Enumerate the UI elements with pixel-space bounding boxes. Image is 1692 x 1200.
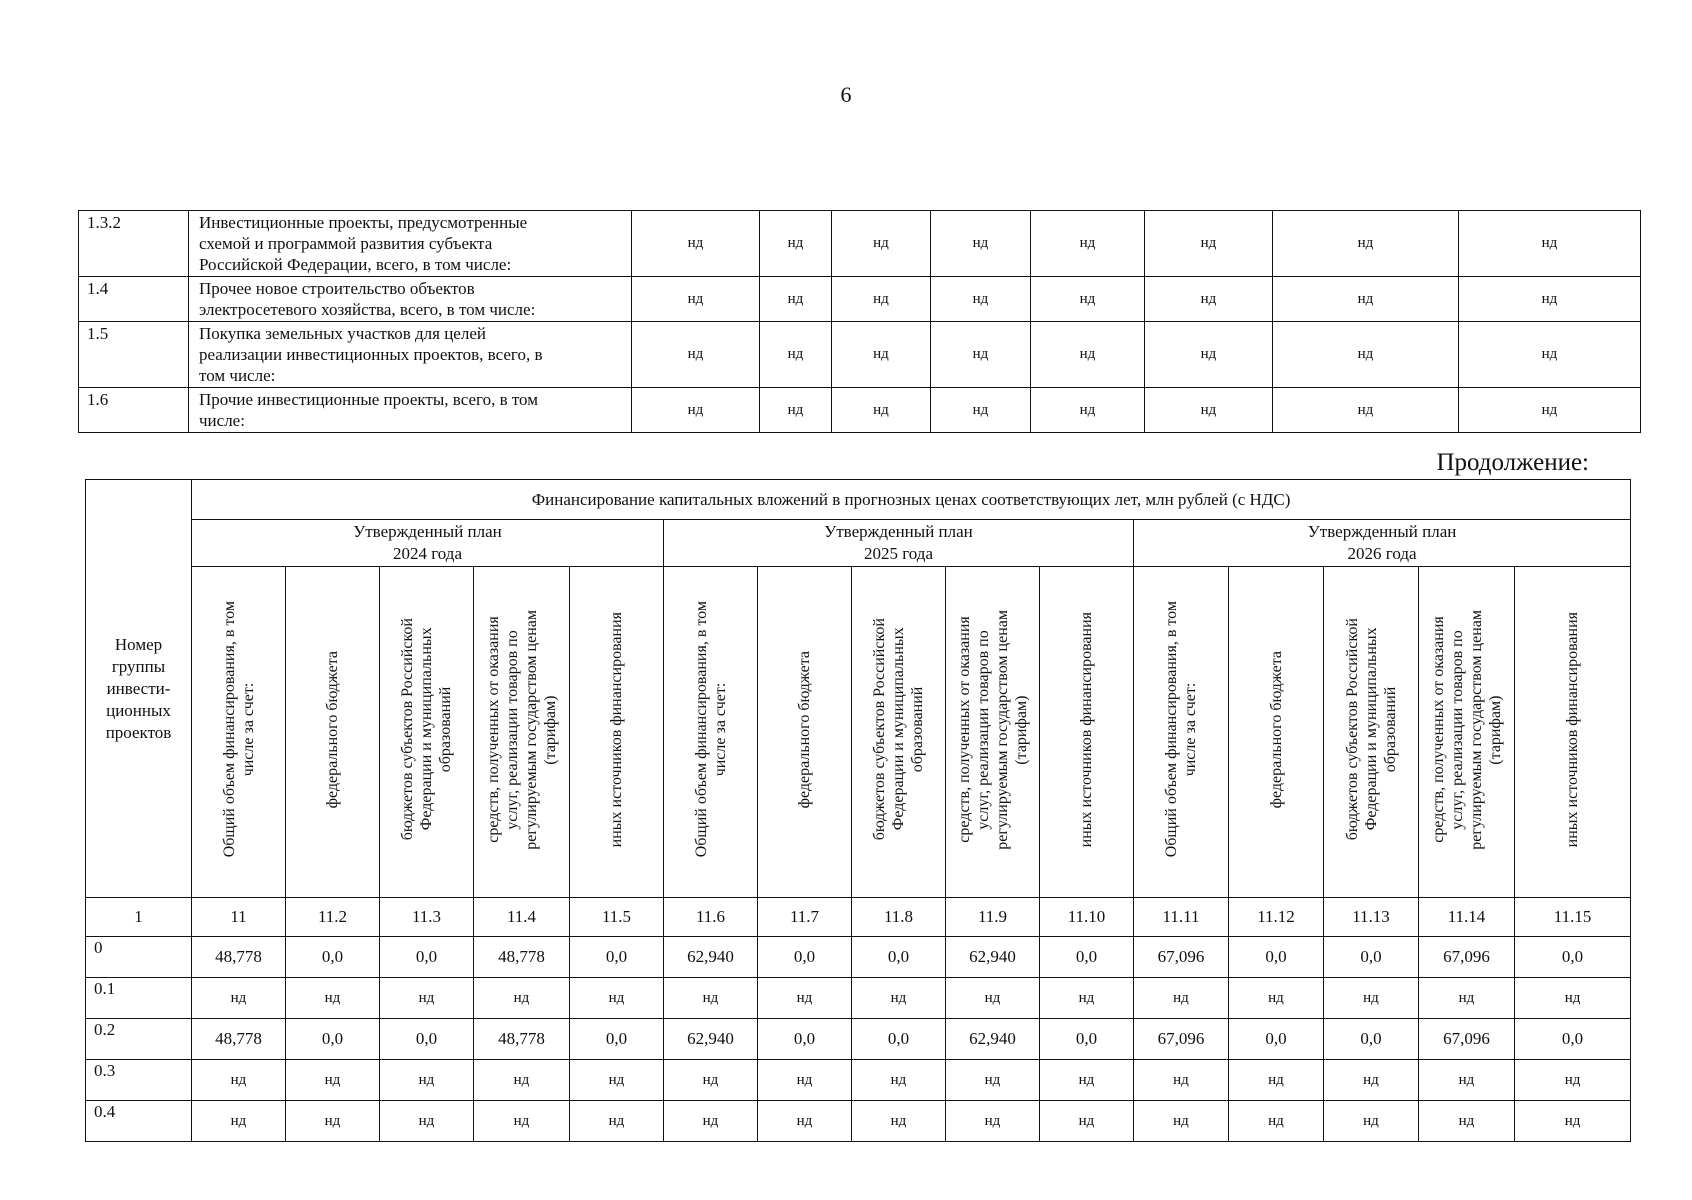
- row-name-line: Покупка земельных участков для целей: [199, 324, 486, 343]
- top-table-row: [79, 211, 1641, 277]
- cell-value: нд: [1324, 1060, 1419, 1101]
- column-number: 11.10: [1040, 898, 1134, 937]
- sub-header-text: [398, 618, 455, 840]
- group-code: 0.1: [86, 978, 192, 1019]
- top-table-row: [79, 322, 1641, 388]
- sub-header-line: образований: [1381, 686, 1399, 773]
- sub-header-text: [692, 601, 730, 857]
- cell-value: нд: [758, 1101, 852, 1142]
- sub-header-line: средств, полученных от оказания: [955, 616, 973, 843]
- sub-header: [570, 567, 664, 898]
- corner-header-line: группы: [111, 656, 166, 676]
- column-number: 11.15: [1515, 898, 1631, 937]
- sub-header: [1324, 567, 1419, 898]
- corner-header-line: Номер: [114, 634, 163, 654]
- sub-header-line: бюджетов субъектов Российской: [399, 618, 416, 841]
- column-number: 11.4: [474, 898, 570, 937]
- cell-value: нд: [192, 1101, 286, 1142]
- sub-header: [1134, 567, 1229, 898]
- cell-value: нд: [852, 978, 946, 1019]
- row-name-line: числе:: [199, 411, 245, 430]
- investment-projects-table-top: [78, 210, 1641, 433]
- column-number-row: [86, 898, 1631, 937]
- sub-header-line: числе за счет:: [239, 682, 257, 777]
- cell-value: 0,0: [852, 1019, 946, 1060]
- cell-value: 0,0: [1229, 937, 1324, 978]
- cell-value: 48,778: [474, 1019, 570, 1060]
- cell-value: нд: [852, 1101, 946, 1142]
- column-number: 11: [192, 898, 286, 937]
- sub-header-text: [795, 651, 814, 808]
- sub-header-line: услуг, реализации товаров по: [503, 629, 521, 830]
- cell-value: нд: [1515, 1060, 1631, 1101]
- sub-header-text: [1429, 610, 1505, 850]
- sub-header-line: Федерации и муниципальных: [890, 628, 907, 831]
- cell-value: нд: [474, 978, 570, 1019]
- sub-header-line: (тарифам): [541, 694, 559, 765]
- sub-header-line: Общий объем финансирования, в том: [1163, 601, 1180, 858]
- cell-value: нд: [946, 1101, 1040, 1142]
- cell-value: 0,0: [1515, 1019, 1631, 1060]
- cell-value: нд: [760, 388, 832, 433]
- cell-value: нд: [1229, 1060, 1324, 1101]
- cell-value: нд: [1419, 1101, 1515, 1142]
- row-name: [189, 277, 632, 322]
- cell-value: 0,0: [570, 937, 664, 978]
- sub-header-text: [1077, 612, 1096, 847]
- cell-value: нд: [760, 211, 832, 277]
- cell-value: 0,0: [380, 1019, 474, 1060]
- cell-value: нд: [570, 1060, 664, 1101]
- sub-header-text: [1267, 651, 1286, 808]
- sub-header-line: бюджетов субъектов Российской: [871, 618, 888, 841]
- cell-value: нд: [1145, 211, 1273, 277]
- sub-header-line: федерального бюджета: [324, 650, 341, 809]
- cell-value: нд: [931, 277, 1031, 322]
- cell-value: 48,778: [192, 937, 286, 978]
- sub-header-line: образований: [437, 686, 454, 773]
- column-number: 11.3: [380, 898, 474, 937]
- cell-value: нд: [632, 388, 760, 433]
- plan-header: [664, 520, 1134, 567]
- cell-value: 0,0: [758, 1019, 852, 1060]
- cell-value: нд: [1324, 1101, 1419, 1142]
- cell-value: нд: [1134, 1101, 1229, 1142]
- sub-header-line: федерального бюджета: [1267, 650, 1285, 809]
- financing-main-header: Финансирование капитальных вложений в прогнозных ценах соответствующих лет, млн рублей (с НДС): [192, 480, 1631, 520]
- sub-header: [474, 567, 570, 898]
- sub-header-line: регулируемым государством ценам: [993, 609, 1011, 850]
- sub-header-line: числе за счет:: [1182, 682, 1199, 777]
- sub-header-text: [1563, 612, 1582, 847]
- cell-value: нд: [632, 211, 760, 277]
- cell-value: нд: [1515, 978, 1631, 1019]
- sub-header-line: Федерации и муниципальных: [1362, 628, 1380, 831]
- sub-header: [286, 567, 380, 898]
- cell-value: 0,0: [570, 1019, 664, 1060]
- cell-value: нд: [664, 978, 758, 1019]
- cell-value: нд: [758, 978, 852, 1019]
- cell-value: нд: [570, 978, 664, 1019]
- cell-value: 0,0: [1040, 1019, 1134, 1060]
- column-number: 11.11: [1134, 898, 1229, 937]
- sub-header: [1515, 567, 1631, 898]
- cell-value: нд: [1229, 978, 1324, 1019]
- cell-value: нд: [852, 1060, 946, 1101]
- cell-value: нд: [1459, 388, 1641, 433]
- column-number: 11.12: [1229, 898, 1324, 937]
- group-code: 0: [86, 937, 192, 978]
- cell-value: нд: [286, 1060, 380, 1101]
- sub-header-text: [484, 610, 560, 850]
- data-row: [86, 978, 1631, 1019]
- top-table-row: [79, 388, 1641, 433]
- cell-value: нд: [832, 211, 931, 277]
- sub-header-line: регулируемым государством ценам: [1467, 609, 1485, 850]
- cell-value: нд: [760, 277, 832, 322]
- data-row: [86, 1060, 1631, 1101]
- column-number: 11.13: [1324, 898, 1419, 937]
- cell-value: 62,940: [664, 937, 758, 978]
- cell-value: нд: [664, 1060, 758, 1101]
- plan-year: 2026 года: [1347, 544, 1417, 563]
- cell-value: нд: [1031, 277, 1145, 322]
- cell-value: нд: [1273, 211, 1459, 277]
- cell-value: нд: [832, 322, 931, 388]
- cell-value: нд: [760, 322, 832, 388]
- cell-value: 62,940: [664, 1019, 758, 1060]
- cell-value: нд: [1324, 978, 1419, 1019]
- cell-value: нд: [1229, 1101, 1324, 1142]
- sub-header-text: [870, 618, 927, 840]
- row-name-line: Прочие инвестиционные проекты, всего, в том: [199, 390, 538, 409]
- cell-value: нд: [1459, 211, 1641, 277]
- corner-header-line: проектов: [105, 722, 172, 742]
- plan-title: Утвержденный план: [824, 522, 973, 541]
- corner-header-line: ционных: [106, 700, 171, 720]
- cell-value: нд: [832, 388, 931, 433]
- sub-header: [852, 567, 946, 898]
- cell-value: 0,0: [1324, 937, 1419, 978]
- row-name-line: Российской Федерации, всего, в том числе:: [199, 255, 512, 274]
- cell-value: 0,0: [380, 937, 474, 978]
- cell-value: нд: [1515, 1101, 1631, 1142]
- sub-header-text: [323, 651, 342, 808]
- plan-title: Утвержденный план: [1307, 522, 1457, 541]
- corner-header-line: инвести-: [106, 678, 171, 698]
- cell-value: нд: [1145, 322, 1273, 388]
- column-number: 11.9: [946, 898, 1040, 937]
- sub-header: [380, 567, 474, 898]
- cell-value: нд: [1145, 388, 1273, 433]
- cell-value: 0,0: [1040, 937, 1134, 978]
- sub-header-line: средств, полученных от оказания: [484, 616, 502, 843]
- top-table-row: [79, 277, 1641, 322]
- cell-value: нд: [192, 1060, 286, 1101]
- plan-year: 2025 года: [863, 544, 933, 563]
- plan-header: [192, 520, 664, 567]
- cell-value: 0,0: [286, 937, 380, 978]
- data-row: [86, 1101, 1631, 1142]
- cell-value: 62,940: [946, 937, 1040, 978]
- cell-value: нд: [931, 211, 1031, 277]
- cell-value: нд: [1273, 277, 1459, 322]
- sub-header-line: (тарифам): [1486, 694, 1504, 765]
- sub-header-line: иных источников финансирования: [608, 611, 625, 848]
- cell-value: 0,0: [852, 937, 946, 978]
- row-name-line: Прочее новое строительство объектов: [199, 279, 475, 298]
- cell-value: нд: [1031, 322, 1145, 388]
- cell-value: 0,0: [758, 937, 852, 978]
- row-name: [189, 322, 632, 388]
- page-number: 6: [840, 82, 852, 107]
- column-number: 11.7: [758, 898, 852, 937]
- column-number: 11.8: [852, 898, 946, 937]
- cell-value: нд: [1040, 978, 1134, 1019]
- sub-header-line: услуг, реализации товаров по: [974, 629, 992, 830]
- cell-value: нд: [1145, 277, 1273, 322]
- column-number: 11.2: [286, 898, 380, 937]
- cell-value: нд: [1134, 978, 1229, 1019]
- column-number: 11.5: [570, 898, 664, 937]
- cell-value: нд: [1273, 322, 1459, 388]
- plan-header: [1134, 520, 1631, 567]
- sub-header-line: иных источников финансирования: [1078, 611, 1095, 848]
- sub-header-line: Общий объем финансирования, в том: [692, 601, 710, 858]
- row-number: 1.6: [79, 388, 189, 433]
- sub-header-line: Общий объем финансирования, в том: [220, 601, 238, 858]
- row-name-line: схемой и программой развития субъекта: [199, 234, 493, 253]
- sub-header-line: образований: [909, 686, 926, 773]
- cell-value: нд: [1419, 1060, 1515, 1101]
- column-number: 11.6: [664, 898, 758, 937]
- sub-header: [192, 567, 286, 898]
- cell-value: нд: [1031, 388, 1145, 433]
- plan-year: 2024 года: [392, 544, 462, 563]
- sub-header: [1040, 567, 1134, 898]
- sub-header-text: [607, 612, 626, 847]
- data-row: [86, 937, 1631, 978]
- cell-value: нд: [832, 277, 931, 322]
- sub-header-line: регулируемым государством ценам: [522, 609, 540, 850]
- group-code: 0.2: [86, 1019, 192, 1060]
- sub-header-line: (тарифам): [1012, 694, 1030, 765]
- cell-value: нд: [632, 322, 760, 388]
- cell-value: нд: [632, 277, 760, 322]
- cell-value: нд: [570, 1101, 664, 1142]
- cell-value: нд: [946, 1060, 1040, 1101]
- cell-value: 67,096: [1134, 1019, 1229, 1060]
- cell-value: нд: [1459, 277, 1641, 322]
- cell-value: нд: [946, 978, 1040, 1019]
- sub-header-text: [220, 601, 258, 857]
- row-name-line: реализации инвестиционных проектов, всего, в: [199, 345, 543, 364]
- sub-header-line: Федерации и муниципальных: [418, 628, 435, 831]
- row-name-line: том числе:: [199, 366, 276, 385]
- data-row: [86, 1019, 1631, 1060]
- sub-header: [1419, 567, 1515, 898]
- cell-value: нд: [931, 322, 1031, 388]
- sub-header-line: числе за счет:: [711, 682, 729, 777]
- cell-value: нд: [286, 1101, 380, 1142]
- cell-value: 62,940: [946, 1019, 1040, 1060]
- cell-value: нд: [1459, 322, 1641, 388]
- sub-header: [664, 567, 758, 898]
- cell-value: нд: [380, 1060, 474, 1101]
- cell-value: нд: [1031, 211, 1145, 277]
- continuation-label: Продолжение:: [1436, 449, 1589, 476]
- cell-value: 67,096: [1419, 1019, 1515, 1060]
- cell-value: 48,778: [192, 1019, 286, 1060]
- sub-header: [758, 567, 852, 898]
- row-name-line: электросетевого хозяйства, всего, в том числе:: [199, 300, 536, 319]
- cell-value: 0,0: [1515, 937, 1631, 978]
- cell-value: 0,0: [286, 1019, 380, 1060]
- cell-value: нд: [1419, 978, 1515, 1019]
- cell-value: нд: [286, 978, 380, 1019]
- cell-value: нд: [192, 978, 286, 1019]
- cell-value: нд: [380, 978, 474, 1019]
- cell-value: нд: [1040, 1060, 1134, 1101]
- sub-header: [1229, 567, 1324, 898]
- group-code: 0.4: [86, 1101, 192, 1142]
- cell-value: нд: [758, 1060, 852, 1101]
- sub-header-text: [1162, 601, 1200, 857]
- cell-value: 0,0: [1324, 1019, 1419, 1060]
- column-number: 1: [86, 898, 192, 937]
- cell-value: 67,096: [1419, 937, 1515, 978]
- cell-value: нд: [664, 1101, 758, 1142]
- cell-value: нд: [474, 1060, 570, 1101]
- sub-header: [946, 567, 1040, 898]
- cell-value: нд: [474, 1101, 570, 1142]
- cell-value: нд: [380, 1101, 474, 1142]
- corner-header: [86, 480, 192, 898]
- row-name: [189, 211, 632, 277]
- financing-table: [85, 479, 1631, 1142]
- row-name: [189, 388, 632, 433]
- sub-header-line: бюджетов субъектов Российской: [1343, 618, 1361, 841]
- row-number: 1.3.2: [79, 211, 189, 277]
- cell-value: нд: [1134, 1060, 1229, 1101]
- row-number: 1.4: [79, 277, 189, 322]
- row-number: 1.5: [79, 322, 189, 388]
- plan-title: Утвержденный план: [353, 522, 502, 541]
- cell-value: нд: [1273, 388, 1459, 433]
- cell-value: нд: [931, 388, 1031, 433]
- row-name-line: Инвестиционные проекты, предусмотренные: [199, 213, 528, 232]
- sub-header-line: средств, полученных от оказания: [1429, 616, 1447, 843]
- sub-header-text: [955, 610, 1031, 850]
- group-code: 0.3: [86, 1060, 192, 1101]
- cell-value: 48,778: [474, 937, 570, 978]
- cell-value: 0,0: [1229, 1019, 1324, 1060]
- cell-value: нд: [1040, 1101, 1134, 1142]
- cell-value: 67,096: [1134, 937, 1229, 978]
- sub-header-line: федерального бюджета: [796, 650, 813, 809]
- sub-header-line: иных источников финансирования: [1564, 611, 1582, 848]
- sub-header-text: [1343, 618, 1400, 840]
- sub-header-line: услуг, реализации товаров по: [1448, 629, 1466, 830]
- column-number: 11.14: [1419, 898, 1515, 937]
